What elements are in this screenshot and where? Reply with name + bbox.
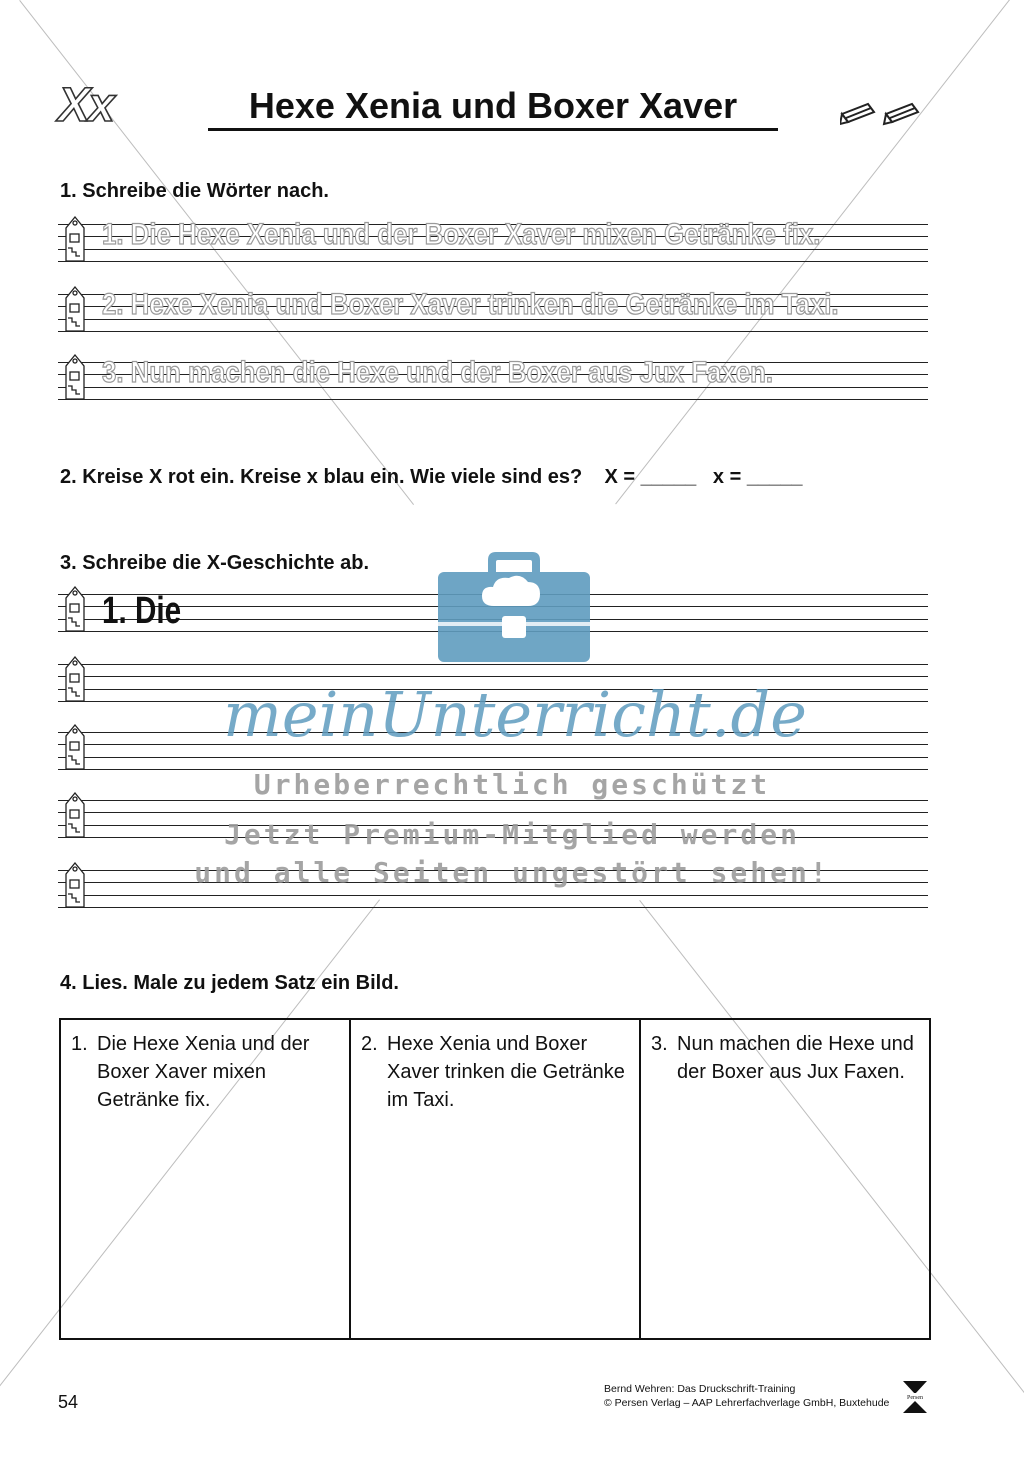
cell-sentence: Hexe Xenia und Boxer Xaver trinken die Getränke im Taxi. <box>387 1033 625 1111</box>
footer-credit <box>604 1382 889 1410</box>
tracing-sentence: 2. Hexe Xenia und Boxer Xaver trinken die Getränke im Taxi. <box>102 288 839 321</box>
cell-number: 3. <box>651 1033 668 1055</box>
tracing-sentence: 1. Die Hexe Xenia und der Boxer Xaver mixen Getränke fix. <box>102 218 821 251</box>
drawing-cell-1 <box>61 1020 351 1338</box>
house-line-icon <box>64 724 86 770</box>
publisher-logo <box>902 1380 928 1414</box>
page-title: Hexe Xenia und Boxer Xaver <box>208 84 778 131</box>
house-line-icon <box>64 656 86 702</box>
task2-row <box>60 466 802 489</box>
watermark-premium-line1: Jetzt Premium-Mitglied werden <box>224 818 800 851</box>
task4-instruction: 4. Lies. Male zu jedem Satz ein Bild. <box>60 972 399 994</box>
cell-sentence: Nun machen die Hexe und der Boxer aus Jux Faxen. <box>677 1033 914 1083</box>
tracing-line-3 <box>58 356 928 400</box>
task3-instruction: 3. Schreibe die X-Geschichte ab. <box>60 552 370 574</box>
upper-x-count: X = _____ <box>604 466 697 488</box>
task2-instruction: 2. Kreise X rot ein. Kreise x blau ein. Wie viele sind es? <box>60 466 583 488</box>
watermark-premium-line2: und alle Seiten ungestört sehen! <box>194 856 830 889</box>
briefcase-cloud-icon <box>436 550 592 666</box>
tracing-line-2 <box>58 288 928 332</box>
start-text: 1. Die <box>102 590 182 632</box>
house-line-icon <box>64 862 86 908</box>
drawing-cell-2 <box>351 1020 641 1338</box>
house-line-icon <box>64 586 86 632</box>
svg-text:Persen: Persen <box>907 1395 923 1401</box>
two-pencils-icon <box>840 100 926 130</box>
house-line-icon <box>64 792 86 838</box>
cell-number: 1. <box>71 1033 88 1055</box>
watermark-brand: meinUnterricht.de <box>223 678 807 751</box>
task1-instruction: 1. Schreibe die Wörter nach. <box>60 180 329 202</box>
house-line-icon <box>64 216 86 262</box>
lower-x-count: x = _____ <box>712 466 803 488</box>
cell-number: 2. <box>361 1033 378 1055</box>
drawing-table <box>59 1018 931 1340</box>
watermark-copyright: Urheberrechtlich geschützt <box>253 768 771 801</box>
tracing-sentence: 3. Nun machen die Hexe und der Boxer aus Jux Faxen. <box>102 356 774 389</box>
page-number: 54 <box>58 1392 79 1412</box>
letter-badge: Xx <box>58 79 113 132</box>
cell-sentence: Die Hexe Xenia und der Boxer Xaver mixen Getränke fix. <box>97 1033 310 1111</box>
house-line-icon <box>64 354 86 400</box>
house-line-icon <box>64 286 86 332</box>
credit-line-1: Bernd Wehren: Das Druckschrift-Training <box>604 1383 796 1395</box>
drawing-cell-3 <box>641 1020 929 1338</box>
credit-line-2: © Persen Verlag – AAP Lehrerfachverlage GmbH, Buxtehude <box>604 1397 890 1409</box>
tracing-line-1 <box>58 218 928 262</box>
